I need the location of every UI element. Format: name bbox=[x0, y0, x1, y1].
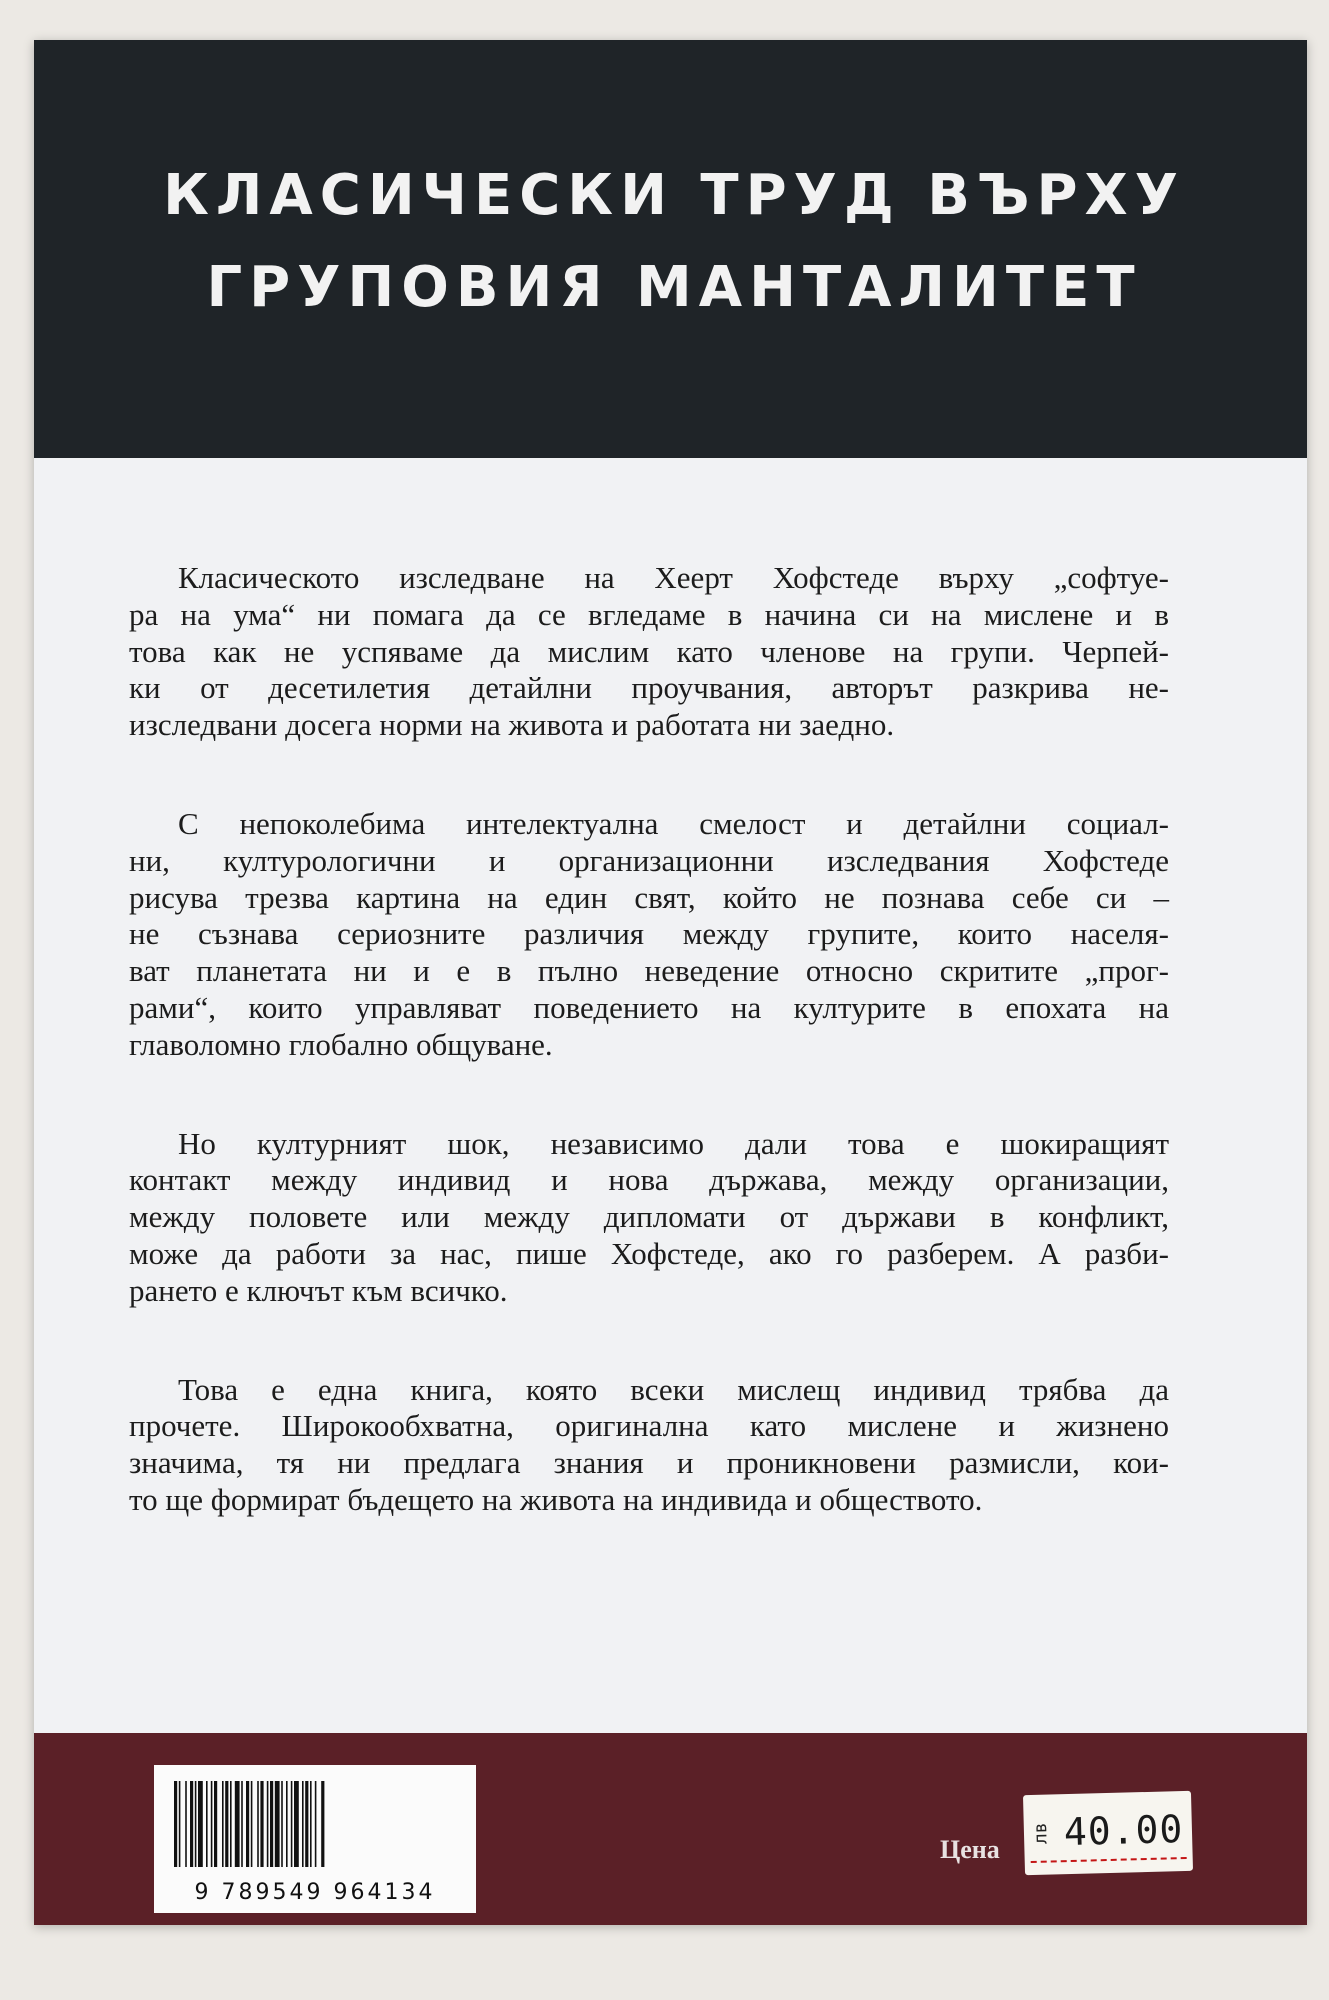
text-line: то ще формират бъдещето на живота на индивида и обществото. bbox=[129, 1481, 983, 1517]
headline-line-1: КЛАСИЧЕСКИ ТРУД ВЪРХУ bbox=[163, 163, 1185, 228]
barcode-bar bbox=[230, 1781, 232, 1867]
barcode-bar bbox=[315, 1781, 317, 1867]
barcode-bar bbox=[275, 1781, 280, 1867]
barcode-bar bbox=[267, 1781, 269, 1867]
text-line: изследвани досега норми на живота и работата ни заедно. bbox=[129, 707, 895, 743]
barcode-bar bbox=[222, 1781, 224, 1867]
text-line: рането е ключът към всичко. bbox=[129, 1272, 508, 1308]
text-line: ни, културологични и организационни изследвания Хофстеде bbox=[129, 842, 1169, 878]
text-line: прочете. Широкообхватна, оригинална като мислене и жизнено bbox=[129, 1408, 1169, 1444]
barcode-bar bbox=[281, 1781, 283, 1867]
text-line: Класическото изследване на Хеерт Хофстеде върху „софтуе- bbox=[178, 560, 1169, 595]
text-line: рисува трезва картина на един свят, който не познава себе си – bbox=[129, 879, 1169, 915]
barcode-bar bbox=[198, 1781, 203, 1867]
text-line: Това е една книга, която всеки мислещ индивид трябва да bbox=[178, 1371, 1169, 1407]
text-line: между половете или между дипломати от държави в конфликт, bbox=[129, 1199, 1169, 1235]
barcode-bar bbox=[251, 1781, 253, 1867]
barcode-bar bbox=[302, 1781, 304, 1867]
barcode-bar bbox=[257, 1781, 259, 1867]
barcode-bar bbox=[174, 1781, 177, 1867]
barcode-bar bbox=[270, 1781, 273, 1867]
book-back-cover bbox=[34, 40, 1307, 1925]
isbn-barcode bbox=[154, 1765, 476, 1913]
barcode-bar bbox=[241, 1781, 243, 1867]
text-line: ват планетата ни и е в пълно неведение относно скритите „прог- bbox=[129, 953, 1169, 989]
text-line: ра на ума“ ни помага да се вгледаме в начина си на мислене и в bbox=[129, 596, 1169, 632]
text-line: значима, тя ни предлага знания и проникновени размисли, кои- bbox=[129, 1445, 1169, 1481]
barcode-bars bbox=[172, 1781, 458, 1867]
blurb-paragraph-1 bbox=[129, 560, 1169, 744]
barcode-bar bbox=[310, 1781, 312, 1867]
barcode-bar bbox=[179, 1781, 181, 1867]
text-line: това как не успяваме да мислим като членове на групи. Черпей- bbox=[129, 633, 1169, 669]
barcode-bar bbox=[185, 1781, 187, 1867]
barcode-bar bbox=[211, 1781, 213, 1867]
barcode-bar bbox=[225, 1781, 228, 1867]
barcode-bar bbox=[286, 1781, 288, 1867]
barcode-bar bbox=[294, 1781, 299, 1867]
barcode-bar bbox=[246, 1781, 249, 1867]
currency-unit: лв bbox=[1030, 1822, 1052, 1845]
barcode-bar bbox=[214, 1781, 217, 1867]
price-label: Цена bbox=[940, 1835, 1000, 1864]
headline-band bbox=[34, 40, 1307, 458]
text-line: не съзнава сериозните различия между групите, които населя- bbox=[129, 916, 1169, 952]
text-line: контакт между индивид и нова държава, между организации, bbox=[129, 1162, 1169, 1198]
blurb-paragraph-2 bbox=[129, 806, 1169, 1064]
text-line: може да работи за нас, пише Хофстеде, ако го разберем. А разби- bbox=[129, 1235, 1169, 1271]
barcode-bar bbox=[190, 1781, 193, 1867]
text-line: С непоколебима интелектуална смелост и детайлни социал- bbox=[178, 805, 1169, 841]
isbn-number: 9 789549 964134 bbox=[194, 1880, 436, 1905]
blurb-paragraph-3 bbox=[129, 1126, 1169, 1310]
price-value: 40.00 bbox=[1063, 1807, 1184, 1855]
text-line: Но културният шок, независимо дали това е шокиращият bbox=[178, 1125, 1169, 1161]
headline-line-2: ГРУПОВИЯ МАНТАЛИТЕТ bbox=[206, 255, 1142, 320]
barcode-bar bbox=[321, 1781, 324, 1867]
barcode-bar bbox=[206, 1781, 208, 1867]
text-line: ки от десетилетия детайлни проучвания, авторът разкрива не- bbox=[129, 670, 1169, 706]
barcode-bar bbox=[195, 1781, 197, 1867]
barcode-bar bbox=[260, 1781, 263, 1867]
barcode-bar bbox=[305, 1781, 308, 1867]
blurb-paragraph-4 bbox=[129, 1372, 1169, 1519]
barcode-bar bbox=[291, 1781, 293, 1867]
blurb bbox=[129, 560, 1169, 1581]
price-sticker bbox=[1023, 1791, 1193, 1875]
headline bbox=[94, 150, 1254, 334]
price-band bbox=[34, 1733, 1307, 1925]
text-line: рами“, които управляват поведението на културите в епохата на bbox=[129, 989, 1169, 1025]
sticker-perforation bbox=[1031, 1857, 1187, 1863]
barcode-bar bbox=[235, 1781, 240, 1867]
text-line: главоломно глобално общуване. bbox=[129, 1026, 553, 1062]
